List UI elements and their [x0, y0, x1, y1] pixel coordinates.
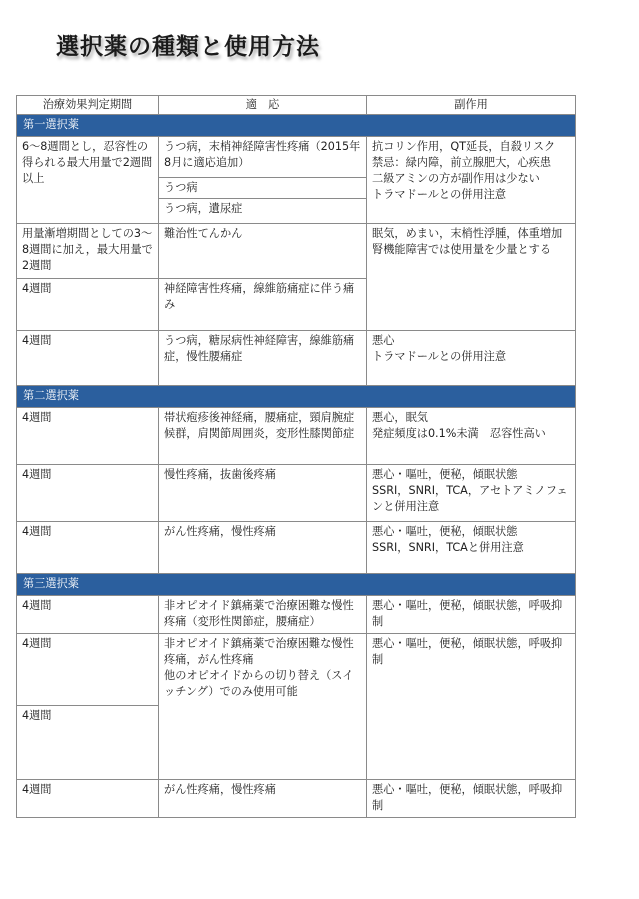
table-row: [17, 408, 576, 465]
indication-cell: 非オピオイド鎮痛薬で治療困難な慢性疼痛（変形性関節症，腰痛症）: [159, 596, 367, 634]
side-effects-cell: 悪心・嘔吐，便秘，傾眠状態 SSRI，SNRI，TCA，アセトアミノフェンと併用注意: [367, 465, 576, 522]
side-effects-cell: 悪心 トラマドールとの併用注意: [367, 331, 576, 386]
period-cell: 4週間: [17, 408, 159, 465]
indication-cell: うつ病: [159, 178, 367, 199]
side-effects-cell: 眠気，めまい，末梢性浮腫，体重増加 腎機能障害では使用量を少量とする: [367, 224, 576, 331]
table-row: [17, 465, 576, 522]
side-effects-cell: 悪心・嘔吐，便秘，傾眠状態，呼吸抑制: [367, 596, 576, 634]
side-effects-cell: 悪心・嘔吐，便秘，傾眠状態，呼吸抑制: [367, 780, 576, 818]
period-cell: 4週間: [17, 596, 159, 634]
period-cell: 4週間: [17, 634, 159, 706]
section-header-first-line: [17, 115, 576, 137]
indication-cell: うつ病，末梢神経障害性疼痛（2015年8月に適応追加）: [159, 137, 367, 178]
side-effects-cell: 悪心，眠気 発症頻度は0.1%未満 忍容性高い: [367, 408, 576, 465]
indication-cell: 難治性てんかん: [159, 224, 367, 279]
table-row: [17, 634, 576, 706]
section-header-third-line: [17, 574, 576, 596]
drug-selection-table: [16, 95, 576, 818]
indication-cell: 非オピオイド鎮痛薬で治療困難な慢性疼痛，がん性疼痛 他のオピオイドからの切り替え（スイッチング）でのみ使用可能: [159, 634, 367, 780]
table-header-row: [17, 96, 576, 115]
section-header-second-line: [17, 386, 576, 408]
period-cell: 4週間: [17, 331, 159, 386]
side-effects-cell: 抗コリン作用，QT延長，自殺リスク 禁忌：緑内障，前立腺肥大，心疾患 二級アミンの方が副作用は少ない トラマドールとの併用注意: [367, 137, 576, 224]
header-side-effects: 副作用: [367, 96, 576, 115]
period-cell: 4週間: [17, 780, 159, 818]
table-row: [17, 522, 576, 574]
period-cell: 6～8週間とし，忍容性の得られる最大用量で2週間以上: [17, 137, 159, 224]
header-period: 治療効果判定期間: [17, 96, 159, 115]
section-label: 第二選択薬: [17, 386, 576, 408]
indication-cell: がん性疼痛，慢性疼痛: [159, 522, 367, 574]
table-row: [17, 224, 576, 279]
section-label: 第一選択薬: [17, 115, 576, 137]
table-row: [17, 137, 576, 178]
indication-cell: 帯状疱疹後神経痛，腰痛症，頸肩腕症候群，肩関節周囲炎，変形性膝関節症: [159, 408, 367, 465]
period-cell: 4週間: [17, 279, 159, 331]
table-row: [17, 596, 576, 634]
period-cell: 4週間: [17, 522, 159, 574]
indication-cell: 慢性疼痛，抜歯後疼痛: [159, 465, 367, 522]
side-effects-cell: 悪心・嘔吐，便秘，傾眠状態，呼吸抑制: [367, 634, 576, 780]
header-indication: 適 応: [159, 96, 367, 115]
side-effects-cell: 悪心・嘔吐，便秘，傾眠状態 SSRI，SNRI，TCAと併用注意: [367, 522, 576, 574]
indication-cell: うつ病，遺尿症: [159, 199, 367, 224]
period-cell: 用量漸増期間としての3～8週間に加え，最大用量で2週間: [17, 224, 159, 279]
page-title: 選択薬の種類と使用方法: [56, 34, 320, 60]
indication-cell: がん性疼痛，慢性疼痛: [159, 780, 367, 818]
section-label: 第三選択薬: [17, 574, 576, 596]
indication-cell: 神経障害性疼痛，線維筋痛症に伴う痛み: [159, 279, 367, 331]
period-cell: 4週間: [17, 465, 159, 522]
indication-cell: うつ病，糖尿病性神経障害，線維筋痛症，慢性腰痛症: [159, 331, 367, 386]
table-row: [17, 331, 576, 386]
table-row: [17, 780, 576, 818]
period-cell: 4週間: [17, 706, 159, 780]
